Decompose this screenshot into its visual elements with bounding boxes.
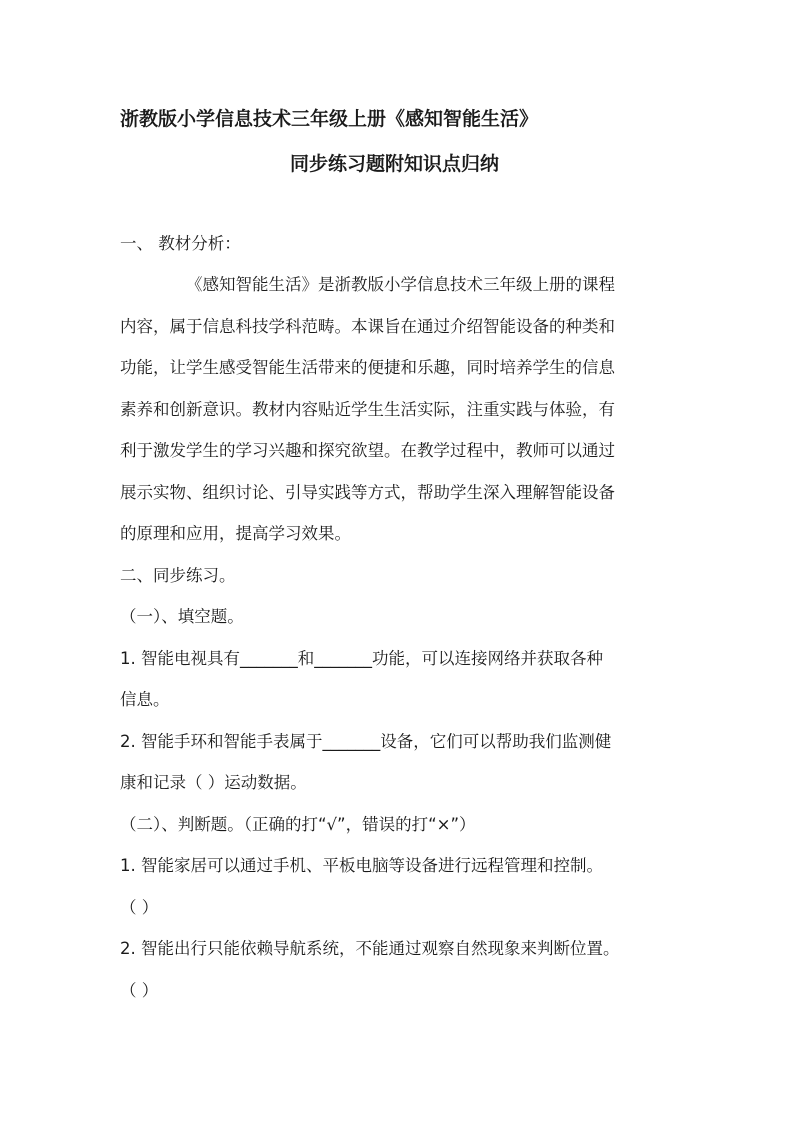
paragraph-line: 功能，让学生感受智能生活带来的便捷和乐趣，同时培养学生的信息 xyxy=(120,358,615,377)
document-title-line2: 同步练习题附知识点归纳 xyxy=(290,153,500,175)
true-false-answer-2: （ ） xyxy=(120,980,159,1000)
fill-blank-question-2-cont: 康和记录（ ）运动数据。 xyxy=(120,773,307,792)
true-false-question-1: 1. 智能家居可以通过手机、平板电脑等设备进行远程管理和控制。 xyxy=(120,856,603,875)
paragraph-line: 的原理和应用，提高学习效果。 xyxy=(120,524,351,543)
true-false-answer-1: （ ） xyxy=(120,897,159,917)
document-title-line1: 浙教版小学信息技术三年级上册《感知智能生活》 xyxy=(120,108,539,130)
fill-blank-question-1: 1. 智能电视具有_______和_______功能，可以连接网络并获取各种 xyxy=(120,648,603,668)
paragraph-line: 《感知智能生活》是浙教版小学信息技术三年级上册的课程 xyxy=(186,275,615,294)
fill-blank-question-1-cont: 信息。 xyxy=(120,690,170,709)
fill-blank-question-2: 2. 智能手环和智能手表属于_______设备，它们可以帮助我们监测健 xyxy=(120,731,612,751)
true-false-question-2: 2. 智能出行只能依赖导航系统，不能通过观察自然现象来判断位置。 xyxy=(120,939,620,958)
section1-heading: 一、 教材分析： xyxy=(120,234,241,253)
paragraph-line: 素养和创新意识。教材内容贴近学生生活实际，注重实践与体验，有 xyxy=(120,399,615,419)
paragraph-line: 内容，属于信息科技学科范畴。本课旨在通过介绍智能设备的种类和 xyxy=(120,316,615,336)
fill-blank-heading: （一）、填空题。 xyxy=(120,607,244,626)
paragraph-line: 展示实物、组织讨论、引导实践等方式，帮助学生深入理解智能设备 xyxy=(120,482,615,502)
section2-heading: 二、同步练习。 xyxy=(120,565,236,585)
paragraph-line: 利于激发学生的学习兴趣和探究欲望。在教学过程中，教师可以通过 xyxy=(120,441,615,460)
true-false-heading: （二）、判断题。（正确的打“√”，错误的打“×”） xyxy=(120,814,476,834)
section1-paragraph xyxy=(120,264,690,1011)
